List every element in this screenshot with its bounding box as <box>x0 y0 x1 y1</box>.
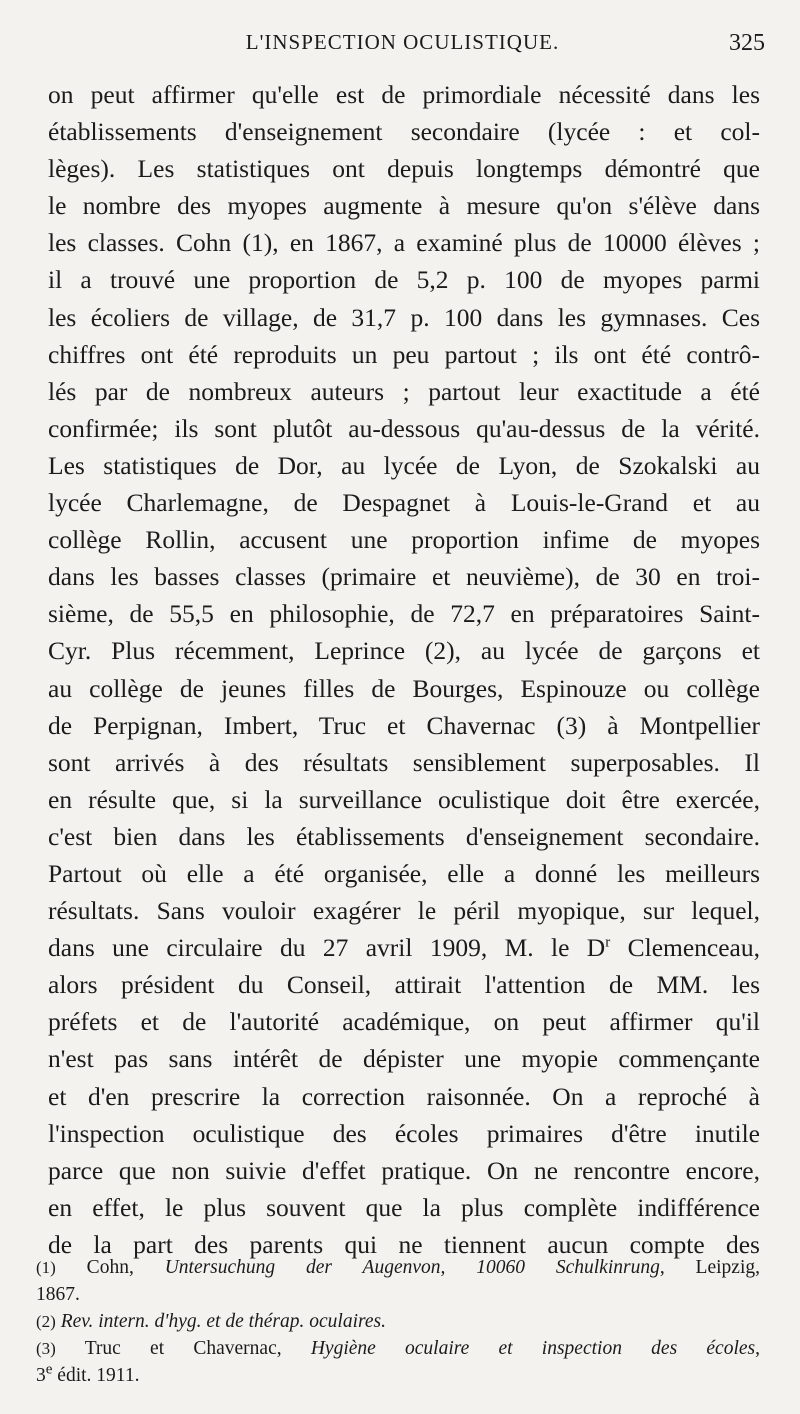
text-line: alors président du Conseil, attirait l'attention de MM. les <box>48 970 760 1000</box>
page-header <box>40 30 765 60</box>
text-line: Cyr. Plus récemment, Leprince (2), au lycée de garçons et <box>48 636 760 666</box>
text-line: confirmée; ils sont plutôt au-dessous qu'au-dessus de la vérité. <box>48 413 760 443</box>
footnote-number: (3) <box>36 1339 56 1358</box>
footnote-text: édit. 1911. <box>52 1365 140 1386</box>
superscript: e <box>45 1361 53 1378</box>
text-line: il a trouvé une proportion de 5,2 p. 100 de myopes parmi <box>48 265 760 295</box>
footnote-number: (2) <box>36 1312 56 1331</box>
text-line: les écoliers de village, de 31,7 p. 100 dans les gymnases. Ces <box>48 302 760 332</box>
footnotes <box>36 1254 760 1389</box>
text-line: les classes. Cohn (1), en 1867, a examiné plus de 10000 élèves ; <box>48 228 760 258</box>
text-line: lés par de nombreux auteurs ; partout leur exactitude a été <box>48 376 760 406</box>
text-line: parce que non suivie d'effet pratique. On ne rencontre encore, <box>48 1155 760 1185</box>
line-text: dans une circulaire du 27 avril 1909, M. le D <box>48 933 606 963</box>
text-line: sième, de 55,5 en philosophie, de 72,7 en préparatoires Saint- <box>48 599 760 629</box>
footnote-text: , <box>755 1338 760 1359</box>
text-line: sont arrivés à des résultats sensiblement superposables. Il <box>48 747 760 777</box>
text-line: lèges). Les statistiques ont depuis longtemps démontré que <box>48 154 760 184</box>
footnote-1 <box>36 1254 760 1281</box>
footnote-title: Rev. intern. d'hyg. et de thérap. oculaires. <box>55 1311 386 1332</box>
text-line: chiffres ont été reproduits un peu partout ; ils ont été contrô- <box>48 339 760 369</box>
text-line: de Perpignan, Imbert, Truc et Chavernac (3) à Montpellier <box>48 710 760 740</box>
footnote-text: Cohn, <box>55 1257 165 1278</box>
footnote-title: Untersuchung der Augenvon, 10060 Schulkinrung <box>164 1257 660 1278</box>
text-line-with-superscript <box>48 929 760 966</box>
text-line: n'est pas sans intérêt de dépister une myopie commençante <box>48 1044 760 1074</box>
edition-number: 3 <box>36 1365 46 1386</box>
text-line: collège Rollin, accusent une proportion infime de myopes <box>48 525 760 555</box>
text-line: résultats. Sans vouloir exagérer le péril myopique, sur lequel, <box>48 896 760 926</box>
footnote-2 <box>36 1308 760 1335</box>
text-line: lycée Charlemagne, de Despagnet à Louis-le-Grand et au <box>48 488 760 518</box>
footnote-title: Hygiène oculaire et inspection des écoles <box>310 1338 756 1359</box>
text-line: en effet, le plus souvent que la plus complète indifférence <box>48 1192 760 1222</box>
footnote-3 <box>36 1335 760 1362</box>
text-line: le nombre des myopes augmente à mesure qu'on s'élève dans <box>48 191 760 221</box>
footnote-text: Truc et Chavernac, <box>55 1338 311 1359</box>
line-text: Clemenceau, <box>610 933 760 963</box>
footnote-1-continued: 1867. <box>36 1284 80 1305</box>
text-line: Les statistiques de Dor, au lycée de Lyon, de Szokalski au <box>48 450 760 480</box>
text-line: l'inspection oculistique des écoles primaires d'être inutile <box>48 1118 760 1148</box>
text-line: en résulte que, si la surveillance oculistique doit être exercée, <box>48 784 760 814</box>
footnote-number: (1) <box>36 1258 56 1277</box>
superscript: r <box>605 934 611 951</box>
footnote-text: , Leipzig, <box>659 1257 760 1278</box>
text-line: on peut affirmer qu'elle est de primordiale nécessité dans les <box>48 80 760 109</box>
body-text <box>48 76 760 1263</box>
page-number: 325 <box>729 30 765 56</box>
text-line: au collège de jeunes filles de Bourges, Espinouze ou collège <box>48 673 760 703</box>
text-line: de la part des parents qui ne tiennent aucun compte des <box>48 1229 760 1259</box>
text-line: et d'en prescrire la correction raisonnée. On a reproché à <box>48 1081 760 1111</box>
text-line: dans les basses classes (primaire et neuvième), de 30 en troi- <box>48 562 760 592</box>
text-line: Partout où elle a été organisée, elle a donné les meilleurs <box>48 858 760 888</box>
footnote-3-continued <box>36 1362 760 1389</box>
text-line: c'est bien dans les établissements d'enseignement secondaire. <box>48 821 760 851</box>
running-title: L'INSPECTION OCULISTIQUE. <box>245 30 560 54</box>
text-line: établissements d'enseignement secondaire (lycée : et col- <box>48 117 760 147</box>
text-line: préfets et de l'autorité académique, on peut affirmer qu'il <box>48 1007 760 1037</box>
